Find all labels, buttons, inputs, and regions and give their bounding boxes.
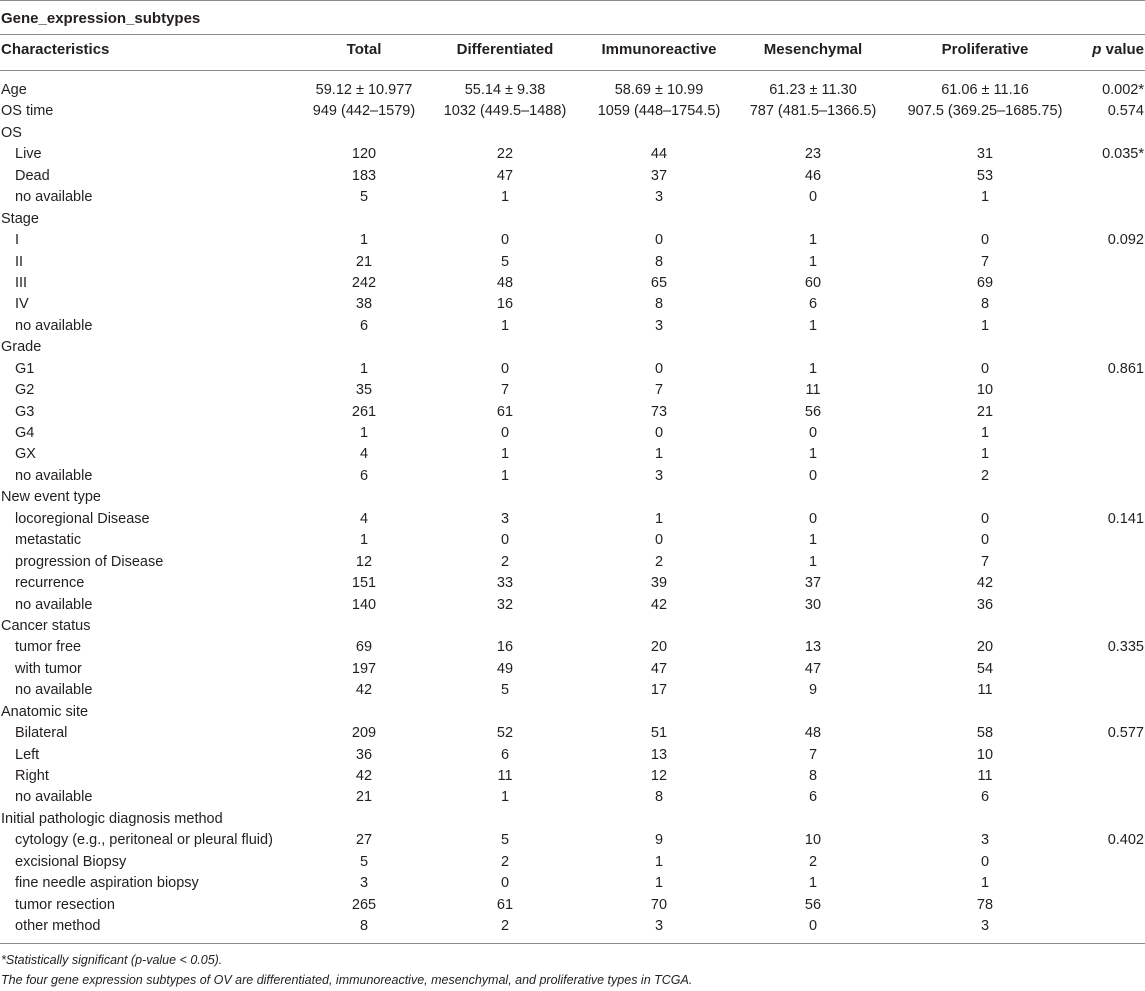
cell-immunoreactive: 65	[650, 274, 668, 291]
cell-proliferative: 2	[980, 467, 990, 484]
table-row	[0, 873, 1145, 894]
row-label: Age	[1, 82, 27, 98]
cell-immunoreactive: 7	[654, 382, 664, 399]
cell-proliferative: 11	[977, 768, 993, 784]
cell-immunoreactive: 3	[654, 918, 664, 935]
cell-mesenchymal: 1	[808, 253, 818, 270]
cell-total: 1	[359, 425, 369, 441]
cell-proliferative: 11	[977, 682, 993, 699]
cell-immunoreactive: 8	[654, 296, 664, 313]
table-row	[0, 252, 1145, 273]
table-row	[0, 380, 1145, 401]
header-characteristics: Characteristics	[1, 41, 110, 58]
cell-mesenchymal: 0	[808, 189, 818, 206]
cell-total: 3	[359, 875, 369, 892]
cell-immunoreactive: 0	[654, 425, 664, 441]
table-row	[0, 680, 1145, 701]
row-label: recurrence	[15, 575, 85, 592]
row-label: no available	[15, 467, 93, 484]
row-label: G2	[15, 382, 35, 399]
cell-mesenchymal: 56	[804, 896, 822, 913]
cell-mesenchymal: 6	[808, 296, 818, 313]
cell-immunoreactive: 44	[650, 146, 668, 163]
row-label: no available	[15, 596, 93, 613]
cell-immunoreactive: 9	[654, 832, 664, 849]
cell-differentiated: 1032 (449.5–1488)	[443, 103, 567, 120]
row-label: no available	[15, 317, 93, 334]
cell-proliferative: 10	[976, 746, 994, 763]
cell-proliferative: 6	[980, 789, 990, 806]
row-label: metastatic	[15, 532, 82, 549]
cell-differentiated: 2	[500, 918, 510, 935]
cell-mesenchymal: 787 (481.5–1366.5)	[749, 103, 877, 120]
row-label: OS time	[1, 103, 54, 120]
cell-immunoreactive: 1	[654, 875, 664, 892]
cell-proliferative: 0	[980, 532, 990, 549]
cell-proliferative: 0	[980, 853, 990, 870]
cell-immunoreactive: 1	[654, 446, 664, 463]
table-body	[0, 80, 1145, 938]
cell-mesenchymal: 1	[808, 553, 818, 570]
cell-total: 4	[359, 446, 369, 463]
header-p-rest: value	[1101, 41, 1144, 58]
cell-proliferative: 1	[980, 446, 990, 463]
table-row	[0, 916, 1145, 937]
cell-proliferative: 8	[980, 296, 990, 313]
cell-total: 5	[359, 189, 369, 206]
row-label: Grade	[1, 339, 42, 356]
cell-mesenchymal: 46	[804, 167, 822, 184]
cell-immunoreactive: 8	[654, 789, 664, 806]
cell-proliferative: 20	[976, 639, 994, 656]
header-proliferative: Proliferative	[941, 41, 1029, 58]
cell-differentiated: 5	[500, 682, 510, 699]
cell-immunoreactive: 13	[650, 746, 668, 763]
cell-differentiated: 7	[500, 382, 510, 399]
cell-p-value: 0.335	[1107, 639, 1144, 656]
cell-total: 1	[359, 360, 369, 377]
cell-proliferative: 31	[976, 146, 994, 163]
cell-total: 21	[355, 789, 373, 806]
cell-mesenchymal: 47	[804, 660, 822, 677]
table-row	[0, 766, 1145, 787]
row-label: Right	[15, 768, 49, 784]
cell-immunoreactive: 0	[654, 360, 664, 377]
cell-total: 6	[359, 467, 369, 484]
cell-total: 42	[355, 682, 373, 699]
table-row	[0, 316, 1145, 337]
cell-total: 8	[359, 918, 369, 935]
header-mesenchymal: Mesenchymal	[763, 41, 863, 58]
cell-mesenchymal: 60	[804, 274, 822, 291]
table-group-row	[0, 616, 1145, 637]
cell-mesenchymal: 1	[808, 875, 818, 892]
table-group-row	[0, 123, 1145, 144]
table-row	[0, 595, 1145, 616]
row-label: locoregional Disease	[15, 510, 150, 527]
cell-immunoreactive: 12	[650, 768, 668, 784]
table-row	[0, 230, 1145, 251]
cell-total: 38	[355, 296, 373, 313]
table-row	[0, 659, 1145, 680]
row-label: fine needle aspiration biopsy	[15, 875, 199, 892]
cell-total: 183	[351, 167, 377, 184]
cell-mesenchymal: 1	[808, 360, 818, 377]
cell-proliferative: 3	[980, 832, 990, 849]
cell-proliferative: 54	[976, 660, 994, 677]
table-row	[0, 745, 1145, 766]
cell-mesenchymal: 6	[808, 789, 818, 806]
table-row	[0, 573, 1145, 594]
cell-mesenchymal: 23	[804, 146, 822, 163]
cell-total: 209	[351, 725, 377, 742]
table-row	[0, 895, 1145, 916]
cell-differentiated: 0	[500, 232, 510, 249]
row-label: other method	[15, 918, 101, 935]
cell-differentiated: 1	[500, 446, 510, 463]
cell-differentiated: 1	[500, 317, 510, 334]
table-row	[0, 530, 1145, 551]
cell-differentiated: 22	[496, 146, 514, 163]
cell-proliferative: 78	[976, 896, 994, 913]
row-label: IV	[15, 296, 29, 313]
row-label: Dead	[15, 167, 50, 184]
cell-proliferative: 61.06 ± 11.16	[941, 82, 1029, 98]
cell-immunoreactive: 3	[654, 189, 664, 206]
top-rule	[0, 0, 1145, 1]
table-row	[0, 466, 1145, 487]
row-label: excisional Biopsy	[15, 853, 127, 870]
table-row	[0, 144, 1145, 165]
cell-immunoreactive: 17	[650, 682, 668, 699]
cell-mesenchymal: 8	[808, 768, 818, 784]
cell-proliferative: 58	[976, 725, 994, 742]
cell-mesenchymal: 56	[804, 403, 822, 420]
cell-immunoreactive: 37	[650, 167, 668, 184]
cell-immunoreactive: 42	[650, 596, 668, 613]
cell-mesenchymal: 2	[808, 853, 818, 870]
row-label: III	[15, 274, 28, 291]
cell-immunoreactive: 39	[650, 575, 668, 592]
cell-proliferative: 36	[976, 596, 994, 613]
cell-total: 12	[355, 553, 373, 570]
cell-p-value: 0.577	[1107, 725, 1144, 742]
cell-p-value: 0.574	[1107, 103, 1144, 120]
table-row	[0, 423, 1145, 444]
table-group-row	[0, 209, 1145, 230]
cell-total: 151	[351, 575, 377, 592]
footnote-significance: *Statistically significant (p-value < 0.05).	[1, 953, 223, 967]
cell-mesenchymal: 30	[804, 596, 822, 613]
cell-immunoreactive: 51	[650, 725, 668, 742]
cell-differentiated: 11	[497, 768, 513, 784]
cell-p-value: 0.141	[1107, 510, 1144, 527]
cell-total: 1	[359, 532, 369, 549]
cell-differentiated: 0	[500, 360, 510, 377]
cell-differentiated: 61	[496, 403, 514, 420]
cell-mesenchymal: 61.23 ± 11.30	[769, 82, 857, 98]
cell-differentiated: 5	[500, 253, 510, 270]
table-row	[0, 166, 1145, 187]
row-label: OS	[1, 124, 22, 141]
cell-differentiated: 2	[500, 553, 510, 570]
row-label: with tumor	[15, 660, 82, 677]
table-row	[0, 723, 1145, 744]
cell-proliferative: 1	[980, 317, 990, 334]
cell-differentiated: 48	[496, 274, 514, 291]
cell-p-value: 0.402	[1107, 832, 1144, 849]
cell-differentiated: 1	[500, 467, 510, 484]
header-p-italic: p	[1092, 41, 1102, 58]
table-row	[0, 552, 1145, 573]
cell-proliferative: 1	[980, 189, 990, 206]
table-group-row	[0, 337, 1145, 358]
title-rule	[0, 34, 1145, 35]
row-label: no available	[15, 789, 93, 806]
cell-mesenchymal: 1	[808, 532, 818, 549]
cell-mesenchymal: 1	[808, 232, 818, 249]
table-title: Gene_expression_subtypes	[1, 10, 201, 27]
cell-total: 21	[355, 253, 373, 270]
cell-mesenchymal: 11	[805, 382, 821, 399]
cell-differentiated: 32	[496, 596, 514, 613]
cell-total: 35	[355, 382, 373, 399]
cell-proliferative: 10	[976, 382, 994, 399]
table-row	[0, 509, 1145, 530]
cell-p-value: 0.035*	[1102, 146, 1144, 163]
cell-differentiated: 1	[500, 789, 510, 806]
row-label: G1	[15, 360, 35, 377]
table-row	[0, 830, 1145, 851]
cell-immunoreactive: 58.69 ± 10.99	[614, 82, 704, 98]
cell-mesenchymal: 0	[808, 467, 818, 484]
row-label: II	[15, 253, 24, 270]
cell-total: 140	[351, 596, 377, 613]
cell-immunoreactive: 1	[654, 510, 664, 527]
row-label: no available	[15, 682, 93, 699]
cell-mesenchymal: 37	[804, 575, 822, 592]
cell-proliferative: 3	[980, 918, 990, 935]
table-row	[0, 787, 1145, 808]
cell-p-value: 0.002*	[1102, 82, 1144, 98]
cell-proliferative: 69	[976, 274, 994, 291]
cell-immunoreactive: 0	[654, 232, 664, 249]
cell-total: 6	[359, 317, 369, 334]
row-label: New event type	[1, 489, 101, 506]
cell-total: 42	[355, 768, 373, 784]
cell-differentiated: 49	[496, 660, 514, 677]
cell-immunoreactive: 47	[650, 660, 668, 677]
cell-differentiated: 0	[500, 875, 510, 892]
cell-total: 1	[359, 232, 369, 249]
cell-differentiated: 1	[500, 189, 510, 206]
cell-immunoreactive: 8	[654, 253, 664, 270]
cell-differentiated: 0	[500, 425, 510, 441]
row-label: cytology (e.g., peritoneal or pleural fluid)	[15, 832, 273, 849]
cell-proliferative: 0	[980, 510, 990, 527]
cell-mesenchymal: 10	[804, 832, 822, 849]
cell-immunoreactive: 3	[654, 467, 664, 484]
cell-total: 242	[351, 274, 377, 291]
table-row	[0, 637, 1145, 658]
cell-total: 5	[359, 853, 369, 870]
cell-immunoreactive: 2	[654, 553, 664, 570]
cell-total: 69	[355, 639, 373, 656]
row-label: no available	[15, 189, 93, 206]
cell-total: 265	[351, 896, 377, 913]
table-row	[0, 273, 1145, 294]
cell-proliferative: 1	[980, 875, 990, 892]
cell-mesenchymal: 1	[808, 446, 818, 463]
header-rule	[0, 70, 1145, 71]
cell-mesenchymal: 0	[808, 425, 818, 441]
table-group-row	[0, 702, 1145, 723]
row-label: Left	[15, 746, 40, 763]
row-label: Anatomic site	[1, 703, 89, 720]
table-row	[0, 187, 1145, 208]
header-differentiated: Differentiated	[456, 41, 554, 58]
cell-immunoreactive: 1	[654, 853, 664, 870]
row-label: Stage	[1, 210, 39, 227]
cell-differentiated: 61	[496, 896, 514, 913]
cell-total: 197	[351, 660, 377, 677]
header-immunoreactive: Immunoreactive	[601, 41, 717, 58]
cell-differentiated: 16	[496, 296, 514, 313]
cell-immunoreactive: 1059 (448–1754.5)	[597, 103, 721, 120]
table-row	[0, 101, 1145, 122]
cell-proliferative: 907.5 (369.25–1685.75)	[907, 103, 1063, 120]
cell-differentiated: 52	[496, 725, 514, 742]
row-label: G4	[15, 425, 35, 441]
table-group-row	[0, 809, 1145, 830]
row-label: tumor resection	[15, 896, 115, 913]
cell-proliferative: 7	[980, 253, 990, 270]
cell-differentiated: 3	[500, 510, 510, 527]
cell-differentiated: 33	[496, 575, 514, 592]
row-label: Initial pathologic diagnosis method	[1, 810, 223, 827]
cell-mesenchymal: 13	[804, 639, 822, 656]
row-label: Cancer status	[1, 617, 91, 634]
row-label: Bilateral	[15, 725, 68, 742]
row-label: GX	[15, 446, 36, 463]
header-p-value	[1092, 41, 1144, 59]
cell-immunoreactive: 73	[650, 403, 668, 420]
cell-mesenchymal: 48	[804, 725, 822, 742]
cell-proliferative: 0	[980, 232, 990, 249]
cell-immunoreactive: 3	[654, 317, 664, 334]
cell-proliferative: 53	[976, 167, 994, 184]
table-row	[0, 402, 1145, 423]
cell-proliferative: 7	[980, 553, 990, 570]
footnote-subtypes: The four gene expression subtypes of OV are differentiated, immunoreactive, mesenchymal, and proliferative types in TCGA.	[1, 973, 693, 987]
bottom-rule	[0, 943, 1145, 944]
cell-total: 36	[355, 746, 373, 763]
cell-total: 261	[351, 403, 377, 420]
row-label: progression of Disease	[15, 553, 164, 570]
row-label: G3	[15, 403, 35, 420]
cell-total: 4	[359, 510, 369, 527]
cell-immunoreactive: 20	[650, 639, 668, 656]
cell-total: 120	[351, 146, 377, 163]
cell-mesenchymal: 7	[808, 746, 818, 763]
cell-differentiated: 55.14 ± 9.38	[464, 82, 546, 98]
cell-immunoreactive: 0	[654, 532, 664, 549]
row-label: Live	[15, 146, 42, 163]
cell-mesenchymal: 1	[808, 317, 818, 334]
table-row	[0, 294, 1145, 315]
cell-proliferative: 0	[980, 360, 990, 377]
cell-proliferative: 42	[976, 575, 994, 592]
table-row	[0, 80, 1145, 101]
cell-proliferative: 1	[980, 425, 990, 441]
cell-total: 949 (442–1579)	[312, 103, 416, 120]
cell-p-value: 0.861	[1107, 360, 1144, 377]
cell-mesenchymal: 0	[808, 918, 818, 935]
cell-mesenchymal: 0	[808, 510, 818, 527]
cell-differentiated: 16	[496, 639, 514, 656]
cell-differentiated: 0	[500, 532, 510, 549]
cell-p-value: 0.092	[1107, 232, 1144, 249]
cell-total: 59.12 ± 10.977	[315, 82, 413, 98]
cell-mesenchymal: 9	[808, 682, 818, 699]
cell-total: 27	[355, 832, 373, 849]
table-row	[0, 852, 1145, 873]
row-label: I	[15, 232, 20, 249]
table-row	[0, 359, 1145, 380]
cell-differentiated: 5	[500, 832, 510, 849]
cell-differentiated: 2	[500, 853, 510, 870]
cell-immunoreactive: 70	[650, 896, 668, 913]
cell-proliferative: 21	[976, 403, 994, 420]
cell-differentiated: 6	[500, 746, 510, 763]
cell-differentiated: 47	[496, 167, 514, 184]
header-total: Total	[346, 41, 382, 58]
row-label: tumor free	[15, 639, 82, 656]
table-row	[0, 444, 1145, 465]
table-group-row	[0, 487, 1145, 508]
